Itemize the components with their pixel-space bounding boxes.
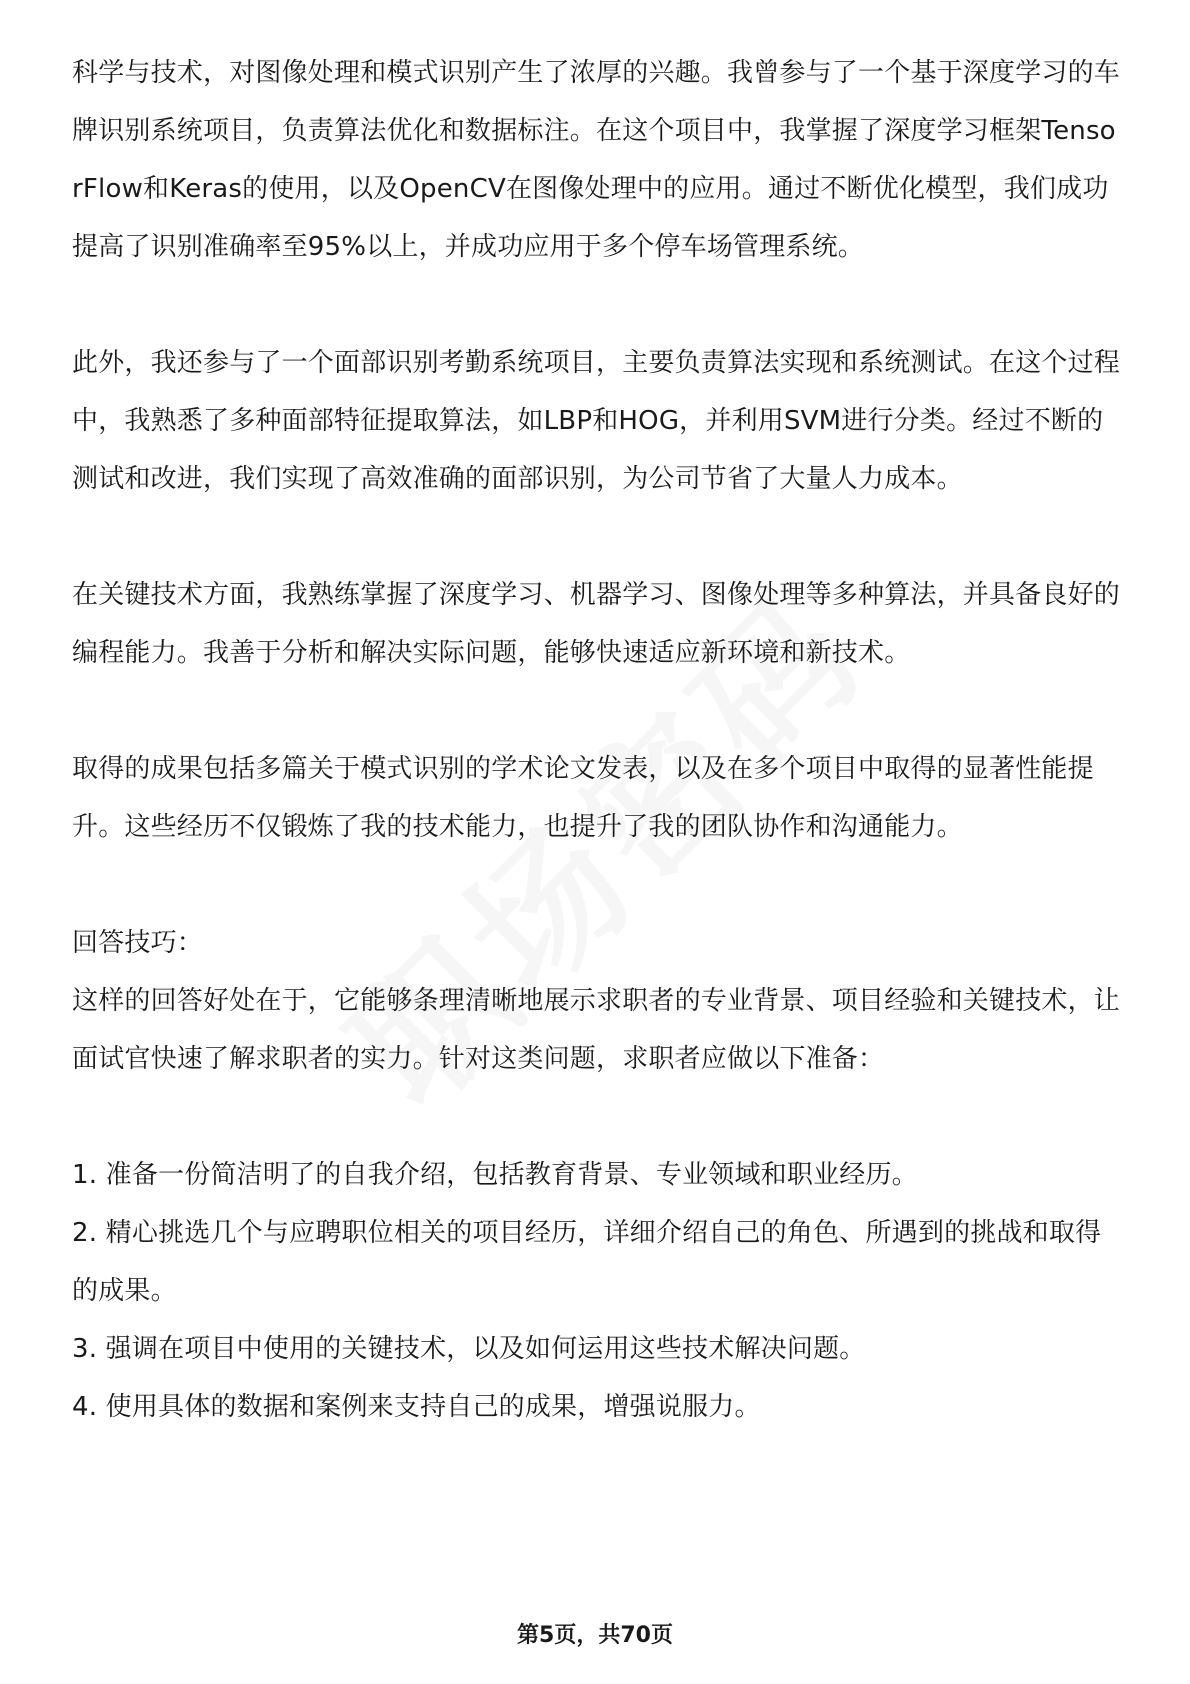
tips-heading: 回答技巧： xyxy=(72,928,204,958)
list-item: 4. 使用具体的数据和案例来支持自己的成果，增强说服力。 xyxy=(72,1392,761,1422)
paragraph: 此外，我还参与了一个面部识别考勤系统项目，主要负责算法实现和系统测试。在这个过程中，我熟悉了多种面部特征提取算法，如LBP和HOG，并利用SVM进行分类。经过不断的测试和改进，我们实现了高效准确的面部识别，为公司节省了大量人力成本。 xyxy=(72,348,1121,494)
list-item: 1. 准备一份简洁明了的自我介绍，包括教育背景、专业领域和职业经历。 xyxy=(72,1160,918,1190)
page-number: 第5页，共70页 xyxy=(517,1623,673,1648)
paragraph: 取得的成果包括多篇关于模式识别的学术论文发表，以及在多个项目中取得的显著性能提升。这些经历不仅锻炼了我的技术能力，也提升了我的团队协作和沟通能力。 xyxy=(72,754,1094,842)
tips-intro: 这样的回答好处在于，它能够条理清晰地展示求职者的专业背景、项目经验和关键技术，让面试官快速了解求职者的实力。针对这类问题，求职者应做以下准备： xyxy=(72,986,1121,1074)
list-item: 3. 强调在项目中使用的关键技术，以及如何运用这些技术解决问题。 xyxy=(72,1334,866,1364)
document-body xyxy=(72,44,1122,1436)
paragraph: 科学与技术，对图像处理和模式识别产生了浓厚的兴趣。我曾参与了一个基于深度学习的车牌识别系统项目，负责算法优化和数据标注。在这个项目中，我掌握了深度学习框架TensorFlow和Keras的使用，以及OpenCV在图像处理中的应用。通过不断优化模型，我们成功提高了识别准确率至95%以上，并成功应用于多个停车场管理系统。 xyxy=(72,58,1121,262)
tips-list xyxy=(72,1146,1122,1436)
paragraph: 在关键技术方面，我熟练掌握了深度学习、机器学习、图像处理等多种算法，并具备良好的编程能力。我善于分析和解决实际问题，能够快速适应新环境和新技术。 xyxy=(72,580,1121,668)
list-item: 2. 精心挑选几个与应聘职位相关的项目经历，详细介绍自己的角色、所遇到的挑战和取得的成果。 xyxy=(72,1218,1102,1306)
